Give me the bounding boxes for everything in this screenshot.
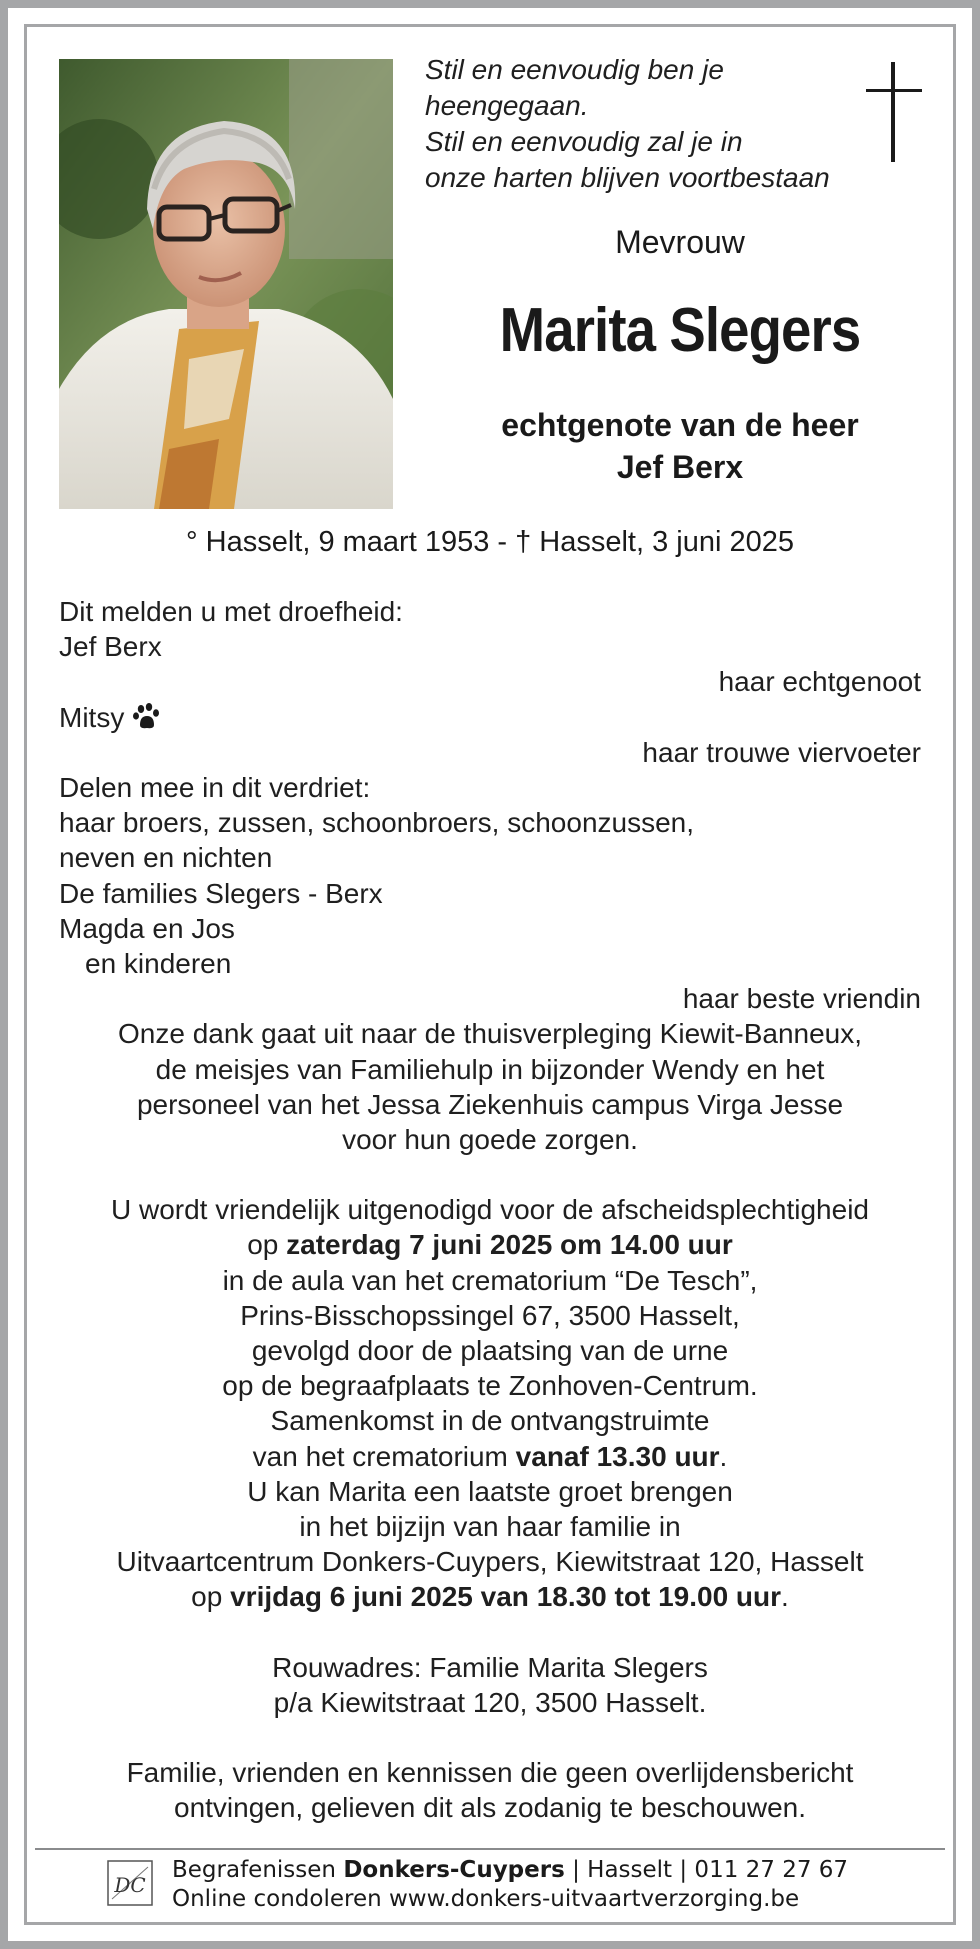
relatives-line: neven en nichten <box>59 842 273 874</box>
pet-name: Mitsy <box>59 701 125 733</box>
closing-line: Familie, vrienden en kennissen die geen overlijdensbericht <box>126 1757 854 1789</box>
partner-role: haar echtgenoot <box>718 666 921 698</box>
ceremony-invite: U wordt vriendelijk uitgenodigd voor de afscheidsplechtigheid <box>110 1194 869 1226</box>
spouse-relation: echtgenote van de heer <box>501 407 859 443</box>
spouse-name: Jef Berx <box>616 449 744 485</box>
gathering-time: vanaf 13.30 uur <box>515 1440 720 1472</box>
mourning-address: p/a Kiewitstraat 120, 3500 Hasselt. <box>273 1686 707 1718</box>
ceremony-date-line <box>59 1227 921 1262</box>
relatives-line: haar broers, zussen, schoonbroers, schoonzussen, <box>59 807 695 839</box>
visit-location: Uitvaartcentrum Donkers-Cuypers, Kiewitstraat 120, Hasselt <box>116 1546 864 1578</box>
portrait-image <box>59 59 393 509</box>
thanks-line: personeel van het Jessa Ziekenhuis campus Virga Jesse <box>136 1088 844 1120</box>
spacer <box>59 1157 921 1192</box>
thanks-line: voor hun goede zorgen. <box>342 1124 638 1156</box>
announcement-intro: Dit melden u met droefheid: <box>59 596 403 627</box>
footer-location-phone: | Hasselt | 011 27 27 67 <box>564 1857 849 1883</box>
urn-line: gevolgd door de plaatsing van de urne <box>251 1335 729 1367</box>
ceremony-on-prefix: op <box>247 1229 287 1261</box>
visit-line: in het bijzijn van haar familie in <box>299 1511 681 1543</box>
spouse-info <box>430 404 930 488</box>
gathering-suffix: . <box>719 1440 728 1472</box>
ceremony-address: Prins-Bisschopssingel 67, 3500 Hasselt, <box>240 1299 740 1331</box>
announcement-body <box>59 594 921 1826</box>
gathering-line: Samenkomst in de ontvangstruimte <box>270 1405 710 1437</box>
footer-online-line <box>172 1885 848 1914</box>
honorific-title: Mevrouw <box>615 224 745 260</box>
thanks-line: Onze dank gaat uit naar de thuisverpleging Kiewit-Banneux, <box>117 1018 863 1050</box>
thanks-line: de meisjes van Familiehulp in bijzonder Wendy en het <box>155 1053 825 1085</box>
spacer <box>59 1615 921 1650</box>
urn-line: op de begraafplaats te Zonhoven-Centrum. <box>222 1370 758 1402</box>
poem-line: onze harten blijven voortbestaan <box>425 162 830 193</box>
closing-line: ontvingen, gelieven dit als zodanig te beschouwen. <box>174 1792 806 1824</box>
mourning-address: Rouwadres: Familie Marita Slegers <box>272 1651 708 1683</box>
ceremony-venue: in de aula van het crematorium “De Tesch”, <box>222 1264 758 1296</box>
poem-line: Stil en eenvoudig zal je in <box>425 126 743 157</box>
gathering-prefix: van het crematorium <box>252 1440 516 1472</box>
partner-name: Jef Berx <box>59 631 162 663</box>
families-line: De families Slegers - Berx <box>59 877 383 909</box>
poem-line: Stil en eenvoudig ben je <box>425 54 724 85</box>
footer-info <box>172 1856 848 1914</box>
footer-divider <box>35 1848 945 1850</box>
friend-names: Magda en Jos <box>59 912 235 944</box>
logo-letters: DC <box>114 1873 146 1897</box>
footer-company: Donkers-Cuypers <box>343 1857 565 1883</box>
footer-prefix: Begrafenissen <box>172 1857 344 1883</box>
portrait-photo <box>59 59 393 509</box>
footer-online-label: Online condoleren <box>172 1886 389 1912</box>
visit-line: U kan Marita een laatste groet brengen <box>247 1475 733 1507</box>
spacer <box>59 1720 921 1755</box>
friend-role: haar beste vriendin <box>682 983 921 1015</box>
pet-role: haar trouwe viervoeter <box>642 736 921 768</box>
paw-print-icon <box>132 703 162 731</box>
ceremony-date-time: zaterdag 7 juni 2025 om 14.00 uur <box>286 1229 733 1261</box>
memorial-poem <box>425 52 865 196</box>
visit-suffix: . <box>781 1581 789 1613</box>
poem-line: heengegaan. <box>425 90 589 121</box>
share-intro: Delen mee in dit verdriet: <box>59 772 371 804</box>
visit-time: vrijdag 6 juni 2025 van 18.30 tot 19.00 uur <box>230 1581 782 1613</box>
footer-website-link[interactable]: www.donkers-uitvaartverzorging.be <box>389 1886 800 1912</box>
pet-line <box>59 700 921 735</box>
birth-death-dates: ° Hasselt, 9 maart 1953 - † Hasselt, 3 juni 2025 <box>185 526 795 558</box>
friend-children: en kinderen <box>85 948 232 980</box>
visit-time-line <box>59 1579 921 1614</box>
cross-icon <box>866 62 922 162</box>
footer-company-line <box>172 1856 848 1885</box>
visit-prefix: op <box>191 1581 231 1613</box>
deceased-name: Marita Slegers <box>499 296 861 365</box>
funeral-home-logo <box>106 1859 154 1907</box>
gathering-time-line <box>59 1439 921 1474</box>
